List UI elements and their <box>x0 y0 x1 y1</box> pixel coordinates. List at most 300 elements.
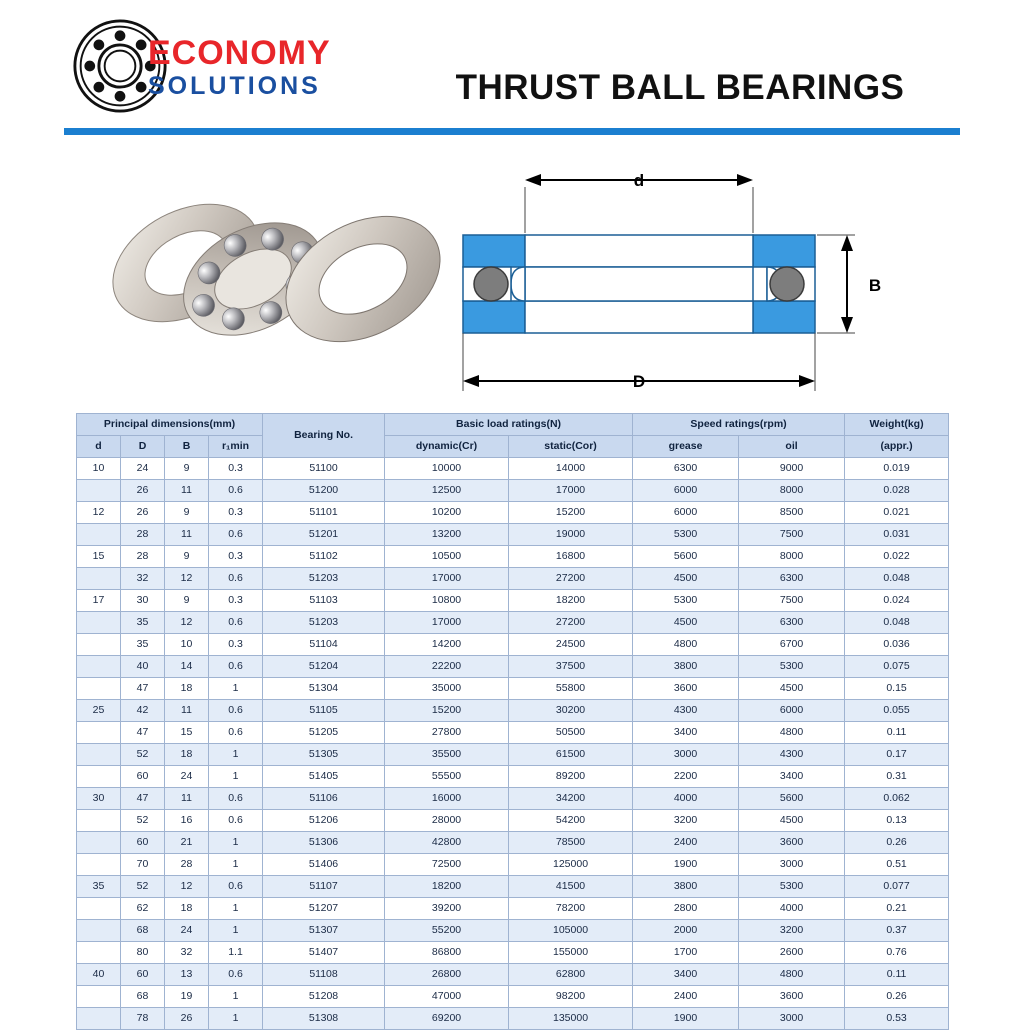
table-cell: 3000 <box>739 1008 845 1030</box>
table-row <box>77 524 949 546</box>
table-cell: 18200 <box>509 590 633 612</box>
table-row <box>77 656 949 678</box>
table-cell: 0.3 <box>209 590 263 612</box>
table-cell: 0.37 <box>845 920 949 942</box>
table-cell: 89200 <box>509 766 633 788</box>
table-cell: 155000 <box>509 942 633 964</box>
table-cell: 51107 <box>263 876 385 898</box>
table-cell: 51305 <box>263 744 385 766</box>
table-cell: 52 <box>121 744 165 766</box>
table-cell: 70 <box>121 854 165 876</box>
table-cell: 14200 <box>385 634 509 656</box>
table-cell: 12 <box>77 502 121 524</box>
table-cell: 10 <box>77 458 121 480</box>
table-cell: 5300 <box>633 524 739 546</box>
table-cell: 37500 <box>509 656 633 678</box>
table-cell: 1 <box>209 986 263 1008</box>
table-cell: 51407 <box>263 942 385 964</box>
table-cell: 0.13 <box>845 810 949 832</box>
table-cell <box>77 920 121 942</box>
table-cell: 21 <box>165 832 209 854</box>
table-row <box>77 920 949 942</box>
table-cell: 2600 <box>739 942 845 964</box>
table-cell: 28 <box>165 854 209 876</box>
table-cell: 9 <box>165 590 209 612</box>
subheader-grease: grease <box>633 436 739 458</box>
table-cell: 13 <box>165 964 209 986</box>
table-cell: 1.1 <box>209 942 263 964</box>
table-cell: 17000 <box>509 480 633 502</box>
table-cell: 0.048 <box>845 568 949 590</box>
table-cell: 55800 <box>509 678 633 700</box>
table-cell: 1 <box>209 898 263 920</box>
table-cell: 51200 <box>263 480 385 502</box>
table-cell: 1 <box>209 744 263 766</box>
table-cell: 0.6 <box>209 722 263 744</box>
table-cell: 0.3 <box>209 458 263 480</box>
table-cell: 98200 <box>509 986 633 1008</box>
table-cell: 0.022 <box>845 546 949 568</box>
table-cell: 3000 <box>739 854 845 876</box>
table-row <box>77 810 949 832</box>
table-cell: 15200 <box>385 700 509 722</box>
table-cell: 3400 <box>739 766 845 788</box>
table-cell: 51102 <box>263 546 385 568</box>
table-cell: 0.3 <box>209 502 263 524</box>
table-cell: 0.3 <box>209 634 263 656</box>
table-cell: 4800 <box>633 634 739 656</box>
table-row <box>77 612 949 634</box>
table-cell: 9 <box>165 502 209 524</box>
table-cell: 51307 <box>263 920 385 942</box>
table-cell: 7500 <box>739 524 845 546</box>
table-cell <box>77 656 121 678</box>
table-cell: 0.6 <box>209 524 263 546</box>
table-cell: 8500 <box>739 502 845 524</box>
figure-area <box>0 143 1024 408</box>
table-cell: 4000 <box>633 788 739 810</box>
table-cell: 1700 <box>633 942 739 964</box>
table-cell: 28 <box>121 524 165 546</box>
table-cell: 0.055 <box>845 700 949 722</box>
table-cell: 16800 <box>509 546 633 568</box>
table-cell <box>77 568 121 590</box>
table-cell: 3600 <box>739 986 845 1008</box>
table-cell: 47 <box>121 788 165 810</box>
table-cell: 1 <box>209 678 263 700</box>
table-row <box>77 568 949 590</box>
table-cell: 51203 <box>263 568 385 590</box>
subheader-B: B <box>165 436 209 458</box>
table-cell: 55500 <box>385 766 509 788</box>
label-d: d <box>633 171 645 190</box>
table-cell: 60 <box>121 832 165 854</box>
table-row <box>77 854 949 876</box>
table-cell: 51206 <box>263 810 385 832</box>
table-cell: 16000 <box>385 788 509 810</box>
table-row <box>77 458 949 480</box>
table-row <box>77 898 949 920</box>
table-cell: 4500 <box>739 810 845 832</box>
table-row <box>77 744 949 766</box>
table-cell: 26 <box>121 502 165 524</box>
table-cell: 62 <box>121 898 165 920</box>
table-cell: 0.6 <box>209 788 263 810</box>
table-cell: 27200 <box>509 568 633 590</box>
table-cell: 22200 <box>385 656 509 678</box>
table-cell: 0.024 <box>845 590 949 612</box>
table-cell: 3200 <box>633 810 739 832</box>
table-row <box>77 590 949 612</box>
table-cell <box>77 524 121 546</box>
table-cell <box>77 1008 121 1030</box>
table-cell: 5300 <box>739 876 845 898</box>
table-cell: 80 <box>121 942 165 964</box>
table-cell: 27800 <box>385 722 509 744</box>
table-cell <box>77 744 121 766</box>
table-cell: 0.31 <box>845 766 949 788</box>
table-row <box>77 502 949 524</box>
table-cell: 1 <box>209 920 263 942</box>
table-cell <box>77 832 121 854</box>
table-cell: 0.26 <box>845 986 949 1008</box>
table-cell: 4500 <box>633 612 739 634</box>
table-cell: 42 <box>121 700 165 722</box>
table-cell: 9 <box>165 546 209 568</box>
table-cell: 125000 <box>509 854 633 876</box>
table-cell: 0.031 <box>845 524 949 546</box>
table-cell: 0.6 <box>209 656 263 678</box>
table-cell: 51108 <box>263 964 385 986</box>
table-cell: 5600 <box>633 546 739 568</box>
table-cell: 7500 <box>739 590 845 612</box>
table-cell: 51207 <box>263 898 385 920</box>
label-D: D <box>632 372 646 391</box>
table-cell: 24500 <box>509 634 633 656</box>
table-cell: 0.6 <box>209 810 263 832</box>
table-cell: 6000 <box>633 480 739 502</box>
table-cell: 14000 <box>509 458 633 480</box>
page-header <box>0 0 1024 128</box>
group-header-bearing-no: Bearing No. <box>263 414 385 458</box>
table-cell: 8000 <box>739 480 845 502</box>
table-cell <box>77 634 121 656</box>
table-cell: 42800 <box>385 832 509 854</box>
table-cell: 3800 <box>633 876 739 898</box>
table-cell: 52 <box>121 876 165 898</box>
table-cell: 0.3 <box>209 546 263 568</box>
table-cell: 30200 <box>509 700 633 722</box>
table-cell <box>77 722 121 744</box>
table-cell: 51100 <box>263 458 385 480</box>
group-header-principal-dimensions: Principal dimensions(mm) <box>77 414 263 436</box>
table-cell: 3800 <box>633 656 739 678</box>
table-cell: 60 <box>121 766 165 788</box>
table-cell <box>77 854 121 876</box>
table-cell: 68 <box>121 920 165 942</box>
table-row <box>77 832 949 854</box>
table-cell: 15200 <box>509 502 633 524</box>
table-cell: 72500 <box>385 854 509 876</box>
table-cell: 0.6 <box>209 480 263 502</box>
table-cell: 15 <box>165 722 209 744</box>
table-cell: 0.17 <box>845 744 949 766</box>
table-cell: 3400 <box>633 722 739 744</box>
table-cell: 1 <box>209 1008 263 1030</box>
table-cell: 0.76 <box>845 942 949 964</box>
table-row <box>77 986 949 1008</box>
table-cell: 10500 <box>385 546 509 568</box>
table-cell: 0.6 <box>209 700 263 722</box>
table-cell: 19000 <box>509 524 633 546</box>
company-logo <box>62 12 362 116</box>
table-cell: 11 <box>165 788 209 810</box>
table-cell <box>77 678 121 700</box>
table-cell: 0.11 <box>845 964 949 986</box>
table-cell: 6300 <box>633 458 739 480</box>
table-cell: 3000 <box>633 744 739 766</box>
table-cell: 35 <box>77 876 121 898</box>
table-cell: 6300 <box>739 612 845 634</box>
table-cell: 51308 <box>263 1008 385 1030</box>
table-cell: 11 <box>165 700 209 722</box>
table-cell: 10800 <box>385 590 509 612</box>
table-cell: 35 <box>121 612 165 634</box>
table-cell: 10200 <box>385 502 509 524</box>
table-cell: 28000 <box>385 810 509 832</box>
subheader-r1min: r₁min <box>209 436 263 458</box>
table-cell: 51208 <box>263 986 385 1008</box>
subheader-static: static(Cor) <box>509 436 633 458</box>
logo-brand-bottom: SOLUTIONS <box>148 72 321 100</box>
table-cell: 0.062 <box>845 788 949 810</box>
table-cell: 9000 <box>739 458 845 480</box>
table-cell: 27200 <box>509 612 633 634</box>
table-cell: 135000 <box>509 1008 633 1030</box>
table-cell: 51105 <box>263 700 385 722</box>
table-cell: 4500 <box>739 678 845 700</box>
table-row <box>77 634 949 656</box>
table-cell: 69200 <box>385 1008 509 1030</box>
table-cell: 4800 <box>739 722 845 744</box>
label-B: B <box>868 276 882 295</box>
group-header-speed-ratings: Speed ratings(rpm) <box>633 414 845 436</box>
table-cell: 51106 <box>263 788 385 810</box>
table-cell: 5300 <box>633 590 739 612</box>
table-cell: 52 <box>121 810 165 832</box>
ball-right <box>770 267 804 301</box>
table-cell: 51205 <box>263 722 385 744</box>
table-cell: 54200 <box>509 810 633 832</box>
table-cell <box>77 942 121 964</box>
table-cell: 15 <box>77 546 121 568</box>
table-cell: 78 <box>121 1008 165 1030</box>
ball-left <box>474 267 508 301</box>
table-cell: 0.6 <box>209 964 263 986</box>
table-cell: 0.6 <box>209 876 263 898</box>
table-cell: 41500 <box>509 876 633 898</box>
table-cell: 86800 <box>385 942 509 964</box>
table-body <box>77 458 949 1030</box>
table-sub-header-row <box>77 436 949 458</box>
table-cell: 0.53 <box>845 1008 949 1030</box>
table-cell: 4300 <box>739 744 845 766</box>
table-cell: 47 <box>121 722 165 744</box>
table-cell: 11 <box>165 524 209 546</box>
subheader-d: d <box>77 436 121 458</box>
table-cell: 1 <box>209 766 263 788</box>
table-cell: 0.51 <box>845 854 949 876</box>
table-cell <box>77 480 121 502</box>
table-cell: 1900 <box>633 1008 739 1030</box>
table-cell: 24 <box>165 920 209 942</box>
header-divider <box>64 128 960 135</box>
table-cell: 5600 <box>739 788 845 810</box>
table-cell: 10 <box>165 634 209 656</box>
table-cell <box>77 898 121 920</box>
table-cell: 105000 <box>509 920 633 942</box>
table-cell: 4800 <box>739 964 845 986</box>
table-cell: 9 <box>165 458 209 480</box>
table-row <box>77 546 949 568</box>
cross-section-diagram <box>455 153 915 408</box>
table-cell <box>77 766 121 788</box>
table-cell: 40 <box>121 656 165 678</box>
table-cell: 12 <box>165 612 209 634</box>
table-cell: 34200 <box>509 788 633 810</box>
table-cell: 62800 <box>509 964 633 986</box>
table-cell: 51306 <box>263 832 385 854</box>
table-row <box>77 1008 949 1030</box>
logo-wordmark <box>148 34 408 100</box>
table-cell: 17 <box>77 590 121 612</box>
subheader-oil: oil <box>739 436 845 458</box>
table-cell: 4300 <box>633 700 739 722</box>
table-cell: 0.15 <box>845 678 949 700</box>
table-row <box>77 766 949 788</box>
table-cell: 47 <box>121 678 165 700</box>
table-cell: 1900 <box>633 854 739 876</box>
table-group-header-row <box>77 414 949 436</box>
table-cell: 24 <box>165 766 209 788</box>
table-row <box>77 480 949 502</box>
table-cell: 47000 <box>385 986 509 1008</box>
table-cell: 3600 <box>739 832 845 854</box>
logo-brand-top: ECONOMY <box>148 34 331 72</box>
group-header-weight: Weight(kg) <box>845 414 949 436</box>
table-cell <box>77 810 121 832</box>
table-cell: 0.036 <box>845 634 949 656</box>
table-cell: 14 <box>165 656 209 678</box>
table-cell: 50500 <box>509 722 633 744</box>
table-cell: 32 <box>165 942 209 964</box>
table-cell: 0.6 <box>209 612 263 634</box>
table-cell: 18 <box>165 744 209 766</box>
table-cell: 24 <box>121 458 165 480</box>
table-cell: 51201 <box>263 524 385 546</box>
table-cell: 6000 <box>739 700 845 722</box>
table-cell: 30 <box>77 788 121 810</box>
table-cell <box>77 612 121 634</box>
table-cell: 3400 <box>633 964 739 986</box>
table-cell: 26800 <box>385 964 509 986</box>
table-cell: 32 <box>121 568 165 590</box>
table-cell: 0.11 <box>845 722 949 744</box>
table-cell: 28 <box>121 546 165 568</box>
table-cell: 10000 <box>385 458 509 480</box>
product-photo <box>108 171 458 381</box>
table-cell: 26 <box>121 480 165 502</box>
table-cell: 68 <box>121 986 165 1008</box>
table-cell: 3600 <box>633 678 739 700</box>
table-cell: 51406 <box>263 854 385 876</box>
table-cell: 6700 <box>739 634 845 656</box>
table-cell: 12 <box>165 876 209 898</box>
table-cell: 17000 <box>385 612 509 634</box>
table-cell: 39200 <box>385 898 509 920</box>
group-header-load-ratings: Basic load ratings(N) <box>385 414 633 436</box>
table-cell: 3200 <box>739 920 845 942</box>
table-cell: 2800 <box>633 898 739 920</box>
table-row <box>77 700 949 722</box>
table-cell: 18200 <box>385 876 509 898</box>
table-cell: 0.075 <box>845 656 949 678</box>
table-cell: 51405 <box>263 766 385 788</box>
table-row <box>77 942 949 964</box>
table-cell: 0.028 <box>845 480 949 502</box>
table-cell: 51101 <box>263 502 385 524</box>
table-cell: 11 <box>165 480 209 502</box>
table-cell: 0.077 <box>845 876 949 898</box>
table-cell: 16 <box>165 810 209 832</box>
table-cell: 19 <box>165 986 209 1008</box>
table-cell: 4500 <box>633 568 739 590</box>
table-cell: 51204 <box>263 656 385 678</box>
table-row <box>77 964 949 986</box>
table-cell: 6000 <box>633 502 739 524</box>
table-cell: 78500 <box>509 832 633 854</box>
table-cell: 17000 <box>385 568 509 590</box>
table-cell: 35 <box>121 634 165 656</box>
table-cell: 2000 <box>633 920 739 942</box>
table-cell: 51103 <box>263 590 385 612</box>
table-cell: 8000 <box>739 546 845 568</box>
table-cell: 2400 <box>633 986 739 1008</box>
table-row <box>77 722 949 744</box>
table-cell: 12 <box>165 568 209 590</box>
table-cell: 4000 <box>739 898 845 920</box>
subheader-D: D <box>121 436 165 458</box>
table-cell: 13200 <box>385 524 509 546</box>
table-cell: 78200 <box>509 898 633 920</box>
specifications-table <box>76 413 948 1030</box>
table-cell: 0.6 <box>209 568 263 590</box>
table-cell: 55200 <box>385 920 509 942</box>
table-cell: 51203 <box>263 612 385 634</box>
table-row <box>77 788 949 810</box>
table-cell: 0.021 <box>845 502 949 524</box>
table-cell: 6300 <box>739 568 845 590</box>
table-cell: 25 <box>77 700 121 722</box>
table-cell: 2400 <box>633 832 739 854</box>
subheader-weight-appr: (appr.) <box>845 436 949 458</box>
table-cell: 12500 <box>385 480 509 502</box>
table-cell: 35000 <box>385 678 509 700</box>
table-cell: 51104 <box>263 634 385 656</box>
table-row <box>77 678 949 700</box>
table-cell: 18 <box>165 678 209 700</box>
table-cell: 1 <box>209 832 263 854</box>
